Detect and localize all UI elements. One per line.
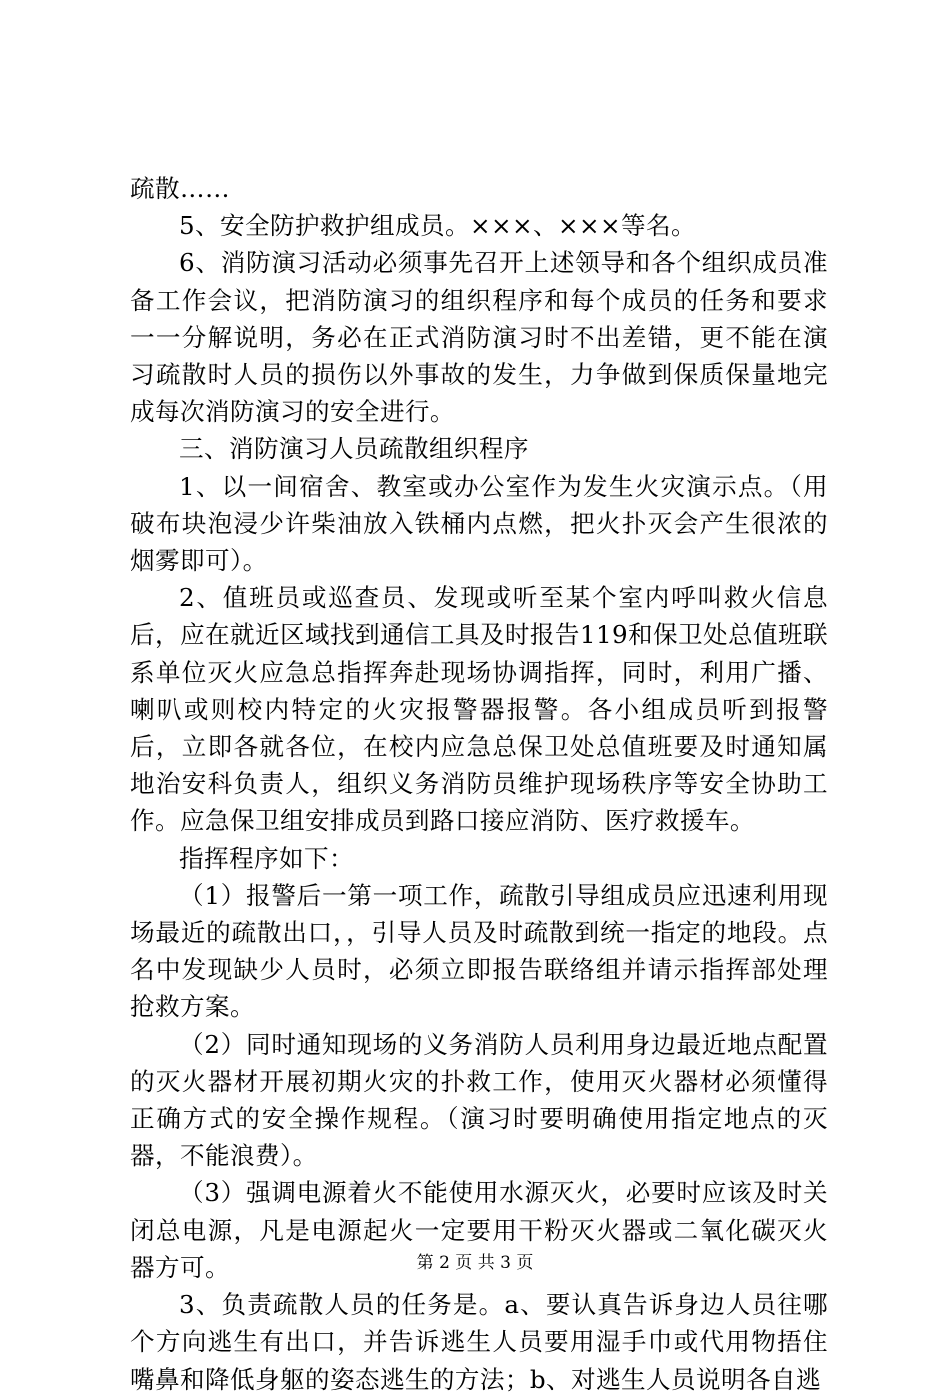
paragraph-item-5: 5、安全防护救护组成员。×××、×××等名。 bbox=[179, 211, 696, 241]
paragraph-item-6: 6、消防演习活动必须事先召开上述领导和各个组织成员准备工作会议，把消防演习的组织程序和每个成员的任务和要求一一分解说明，务必在正式消防演习时不出差错，更不能在演习疏散时人员的损伤以外事故的发生，力争做到保质保量地完成每次消防演习的安全进行。 bbox=[130, 248, 828, 427]
paragraph-step-2: 2、值班员或巡查员、发现或听至某个室内呼叫救火信息后，应在就近区域找到通信工具及时报告119和保卫处总值班联系单位灭火应急总指挥奔赴现场协调指挥，同时，利用广播、喇叭或则校内特定的火灾报警器报警。各小组成员听到报警后，立即各就各位，在校内应急总保卫处总值班要及时通知属地治安科负责人，组织义务消防员维护现场秩序等安全协助工作。应急保卫组安排成员到路口接应消防、医疗救援车。 bbox=[130, 583, 828, 836]
paragraph-command-2: （2）同时通知现场的义务消防人员利用身边最近地点配置的灭火器材开展初期火灾的扑救工作，使用灭火器材必须懂得正确方式的安全操作规程。（演习时要明确使用指定地点的灭器，不能浪费）。 bbox=[130, 1029, 828, 1171]
paragraph-step-3: 3、负责疏散人员的任务是。a、要认真告诉身边人员往哪个方向逃生有出口，并告诉逃生人员要用湿手巾或代用物捂住嘴鼻和降低身躯的姿态逃生的方法；b、对逃生人员说明各自逃 bbox=[130, 1290, 828, 1394]
paragraph-continuation: 疏散…… bbox=[130, 174, 230, 203]
document-body bbox=[130, 170, 828, 1398]
paragraph-command-3: （3）强调电源着火不能使用水源灭火，必要时应该及时关闭总电源，凡是电源起火一定要用干粉灭火器或二氧化碳灭火器方可。 bbox=[130, 1178, 828, 1282]
paragraph-command-intro: 指挥程序如下： bbox=[179, 843, 354, 873]
paragraph-step-1: 1、以一间宿舍、教室或办公室作为发生火灾演示点。（用破布块泡浸少许柴油放入铁桶内点燃，把火扑灭会产生很浓的烟雾即可）。 bbox=[130, 471, 828, 576]
page-footer: 第 2 页 共 3 页 bbox=[416, 1253, 534, 1273]
section-heading-3: 三、消防演习人员疏散组织程序 bbox=[179, 434, 529, 464]
paragraph-command-1: （1）报警后一第一项工作，疏散引导组成员应迅速利用现场最近的疏散出口，，引导人员及时疏散到统一指定的地段。点名中发现缺少人员时，必须立即报告联络组并请示指挥部处理抢救方案。 bbox=[130, 880, 828, 1022]
